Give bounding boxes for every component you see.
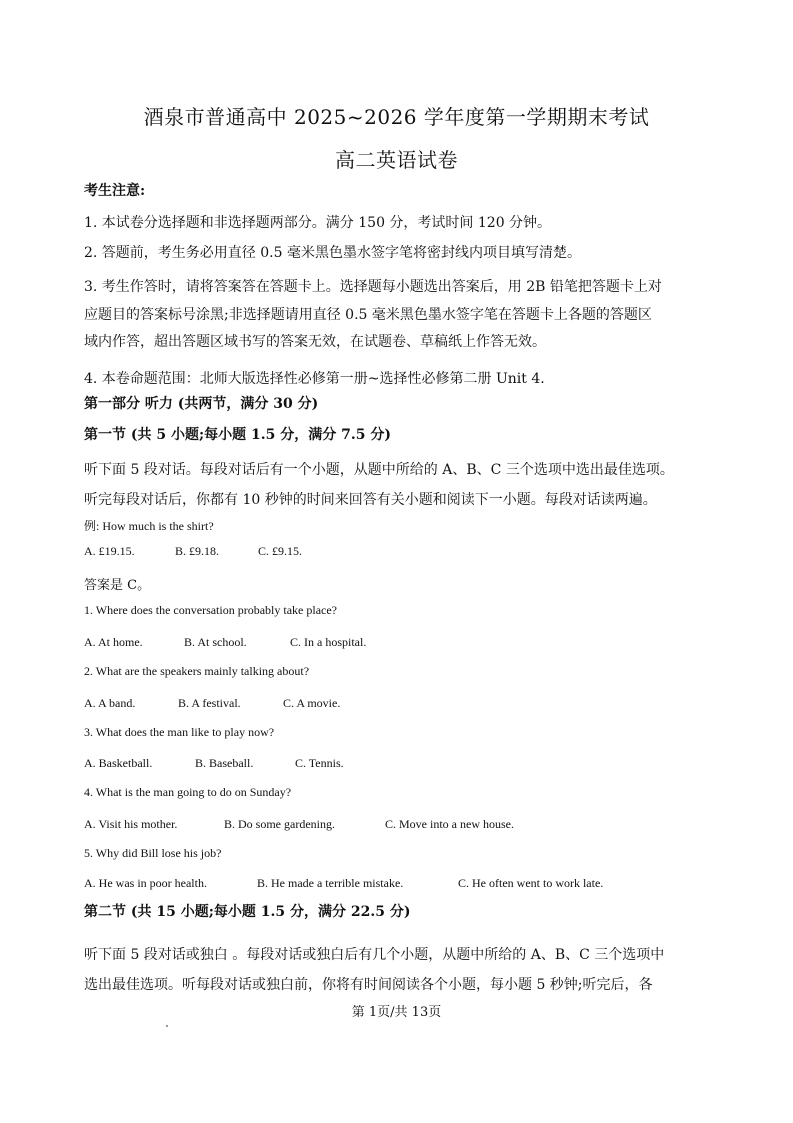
notice-heading: 考生注意: <box>84 183 146 199</box>
section2-heading: 第二节 (共 15 小题;每小题 1.5 分，满分 22.5 分) <box>84 904 411 920</box>
question-1: 1. Where does the conversation probably take place? <box>84 603 338 617</box>
question-1-option-c: C. In a hospital. <box>290 635 367 649</box>
notice-item-2: 2. 答题前，考生务必用直径 0.5 毫米黑色墨水签字笔将密封线内项目填写清楚。 <box>84 245 581 261</box>
section2-instructions-line-2: 选出最佳选项。听每段对话或独白前，你将有时间阅读各个小题，每小题 5 秒钟;听完后，各 <box>84 977 653 993</box>
question-5: 5. Why did Bill lose his job? <box>84 846 222 860</box>
exam-title: 酒泉市普通高中 2025~2026 学年度第一学期期末考试 <box>143 105 650 129</box>
notice-item-4: 4. 本卷命题范围：北师大版选择性必修第一册~选择性必修第二册 Unit 4. <box>84 371 545 387</box>
question-5-options <box>84 876 603 891</box>
question-3-option-a: A. Basketball. <box>84 756 153 770</box>
question-2: 2. What are the speakers mainly talking about? <box>84 664 310 678</box>
question-1-option-a: A. At home. <box>84 635 143 649</box>
example-answer: 答案是 C。 <box>84 578 151 593</box>
notice-item-1: 1. 本试卷分选择题和非选择题两部分。满分 150 分，考试时间 120 分钟。 <box>84 215 552 231</box>
footer-mark <box>166 1025 168 1027</box>
question-5-option-c: C. He often went to work late. <box>458 876 604 890</box>
section2-instructions-line-1: 听下面 5 段对话或独白 。每段对话或独白后有几个小题，从题中所给的 A、B、C 三个选项中 <box>84 947 665 963</box>
question-4-options <box>84 817 514 832</box>
section1-instructions-line-2: 听完每段对话后，你都有 10 秒钟的时间来回答有关小题和阅读下一小题。每段对话读两遍。 <box>84 492 657 508</box>
notice-item-3-line-3: 域内作答，超出答题区域书写的答案无效，在试题卷、草稿纸上作答无效。 <box>84 334 546 350</box>
question-2-options <box>84 696 340 711</box>
notice-item-3-line-2: 应题目的答案标号涂黑;非选择题请用直径 0.5 毫米黑色墨水签字笔在答题卡上各题的答题区 <box>84 307 652 323</box>
question-3-option-b: B. Baseball. <box>195 756 254 770</box>
question-5-option-b: B. He made a terrible mistake. <box>257 876 404 890</box>
question-5-option-a: A. He was in poor health. <box>84 876 207 890</box>
question-3-options <box>84 756 344 771</box>
question-4: 4. What is the man going to do on Sunday? <box>84 785 292 799</box>
question-1-options <box>84 635 366 650</box>
exam-subtitle: 高二英语试卷 <box>335 148 458 172</box>
example-question: 例: How much is the shirt? <box>84 519 214 533</box>
question-2-option-a: A. A band. <box>84 696 136 710</box>
example-option-c: C. £9.15. <box>258 544 303 558</box>
section1-instructions-line-1: 听下面 5 段对话。每段对话后有一个小题，从题中所给的 A、B、C 三个选项中选出最佳选项。 <box>84 462 674 478</box>
question-3-option-c: C. Tennis. <box>295 756 344 770</box>
question-4-option-c: C. Move into a new house. <box>385 817 514 831</box>
question-2-option-b: B. A festival. <box>178 696 241 710</box>
question-1-option-b: B. At school. <box>184 635 247 649</box>
question-3: 3. What does the man like to play now? <box>84 725 275 739</box>
notice-item-3-line-1: 3. 考生作答时，请将答案答在答题卡上。选择题每小题选出答案后，用 2B 铅笔把答题卡上对 <box>84 279 662 295</box>
question-4-option-a: A. Visit his mother. <box>84 817 178 831</box>
example-option-a: A. £19.15. <box>84 544 135 558</box>
page-number: 第 1页/共 13页 <box>351 1005 442 1020</box>
question-2-option-c: C. A movie. <box>283 696 341 710</box>
question-4-option-b: B. Do some gardening. <box>224 817 335 831</box>
example-options <box>84 544 302 559</box>
part1-heading: 第一部分 听力 (共两节，满分 30 分) <box>84 396 319 412</box>
section1-heading: 第一节 (共 5 小题;每小题 1.5 分，满分 7.5 分) <box>84 427 391 443</box>
example-option-b: B. £9.18. <box>175 544 220 558</box>
